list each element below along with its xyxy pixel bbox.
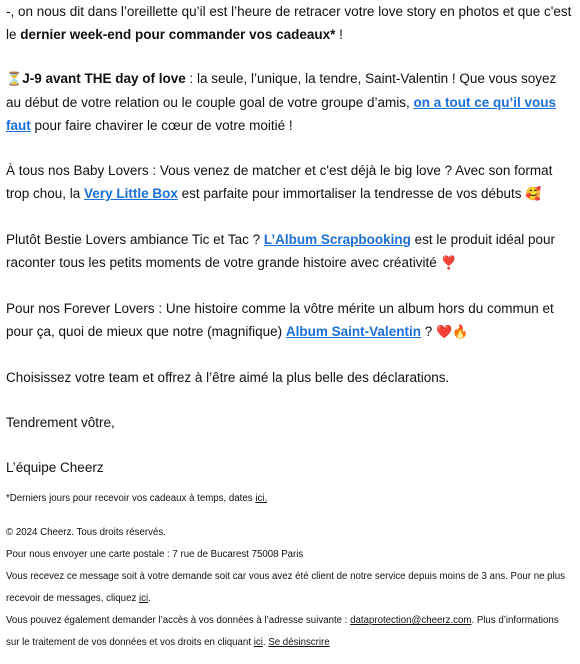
deadline-bold: dernier week-end pour commander vos cadeaux* [20,27,336,42]
intro-paragraph: -, on nous dit dans l’oreillette qu’il est l’heure de retracer votre love story en photos et que c'est le dernier week-end pour commander vos cadeaux* ! [6,4,572,42]
red-heart-icon: ❤️ [435,325,453,340]
countdown-bold: J-9 avant THE day of love [22,71,186,86]
baby-lovers-paragraph: À tous nos Baby Lovers : Vous venez de matcher et c'est déjà le big love ? Avec son format trop chou, la Very Little Box est parfaite pour immortaliser la tendresse de vos débuts 🥰 [6,163,553,202]
signoff-line: Tendrement vôtre, [6,415,115,430]
dates-link[interactable]: ici. [255,493,268,504]
footer [6,488,574,654]
data-protection-info: Vous pouvez également demander l’accès à vos données à l’adresse suivante : dataprotection@cheerz.com. Plus d’informations sur le traitement de vos données et vos droits en cliquant ici. Se désinscrire [6,615,559,648]
postal-address-line: Pour nous envoyer une carte postale : 7 rue de Bucarest 75008 Paris [6,549,304,560]
dates-note: *Derniers jours pour recevoir vos cadeaux à temps, dates ici. [6,493,268,504]
forever-lovers-paragraph: Pour nos Forever Lovers : Une histoire comme la vôtre mérite un album hors du commun et pour ça, quoi de mieux que notre (magnifique) Album Saint-Valentin ? ❤️🔥 [6,301,554,340]
fire-icon: 🔥 [452,325,469,340]
album-saint-valentin-link[interactable]: Album Saint-Valentin [285,324,421,339]
hourglass-icon: ⏳ [6,72,23,87]
all-products-link[interactable]: on a tout ce qu’il vous faut [6,95,557,133]
data-protection-email-link[interactable]: dataprotection@cheerz.com [350,615,472,626]
bestie-lovers-paragraph: Plutôt Bestie Lovers ambiance Tic et Tac ? L’Album Scrapbooking est le produit idéal pour raconter tous les petits moments de votre grande histoire avec créativité ❣️ [6,232,555,271]
choose-team-paragraph: Choisissez votre team et offrez à l’être aimé la plus belle des déclarations. [6,370,450,385]
heart-exclamation-icon: ❣️ [440,256,457,271]
unsubscribe-info: Vous recevez ce message soit à votre demande soit car vous avez été client de notre service depuis moins de 3 ans. Pour ne plus recevoir de messages, cliquez ici. [6,571,565,604]
very-little-box-link[interactable]: Very Little Box [84,186,178,201]
unsubscribe-link[interactable]: Se désinscrire [268,637,330,648]
data-rights-link[interactable]: ici [253,637,263,648]
unsubscribe-here-link[interactable]: ici [139,593,149,604]
album-scrapbooking-link[interactable]: L’Album Scrapbooking [263,232,411,247]
signature-line: L’équipe Cheerz [6,460,104,475]
copyright-line: © 2024 Cheerz. Tous droits réservés. [6,527,166,538]
countdown-paragraph: ⏳J-9 avant THE day of love : la seule, l’unique, la tendre, Saint-Valentin ! Que vous soyez au début de votre relation ou le couple goal de votre groupe d’amis, on a tout ce qu’il vous faut pour faire chavirer le cœur de votre moitié ! [6,71,557,133]
smiling-face-hearts-icon: 🥰 [525,187,542,202]
